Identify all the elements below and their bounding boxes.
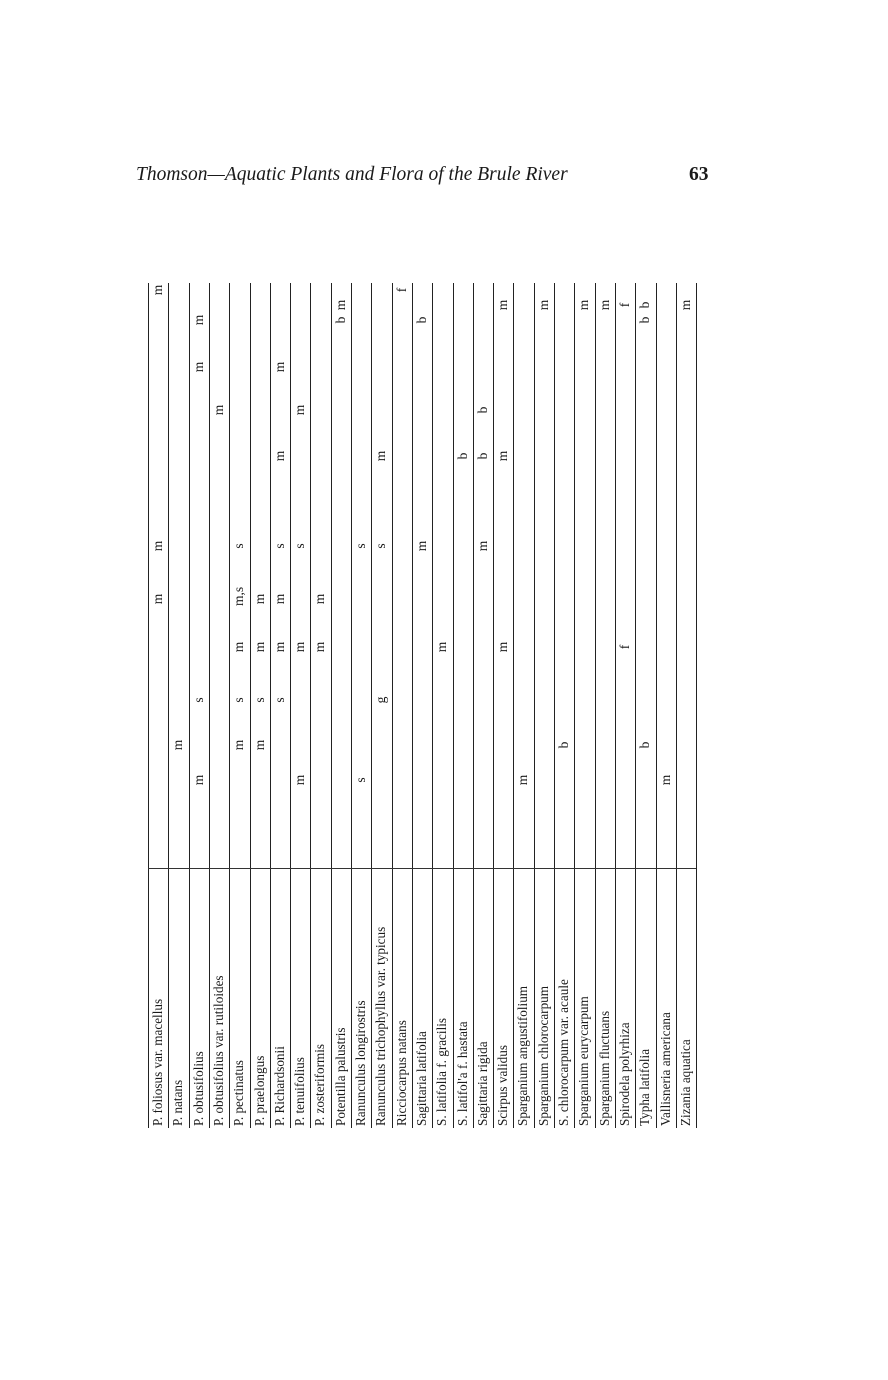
row-rule bbox=[392, 283, 393, 1128]
cell-mark: m bbox=[413, 540, 429, 552]
cell-mark: m bbox=[271, 593, 287, 605]
cell-mark: m bbox=[312, 593, 328, 605]
plant-name: P. obtusifolius bbox=[190, 1051, 206, 1126]
cell-mark: s bbox=[231, 697, 247, 703]
cell-mark: s bbox=[353, 777, 368, 783]
plant-name: Potentilla palustris bbox=[332, 1027, 348, 1126]
cell-mark: m bbox=[515, 774, 531, 786]
plant-name: Sparganium eurycarpum bbox=[576, 996, 592, 1126]
row-rule bbox=[635, 283, 636, 1128]
plant-name: Vallisneria americana bbox=[657, 1012, 673, 1126]
cell-mark: s bbox=[231, 543, 247, 549]
cell-mark: m bbox=[251, 593, 267, 605]
cell-mark: m bbox=[271, 450, 287, 462]
plant-name: P. pectinatus bbox=[231, 1060, 247, 1126]
name-column-rule bbox=[148, 868, 696, 869]
row-rule bbox=[595, 283, 596, 1128]
cell-mark: m bbox=[495, 450, 511, 462]
row-rule bbox=[432, 283, 433, 1128]
cell-mark: f bbox=[616, 302, 632, 308]
cell-mark: m bbox=[677, 299, 693, 311]
plant-name: P. foliosus var. macellus bbox=[150, 998, 165, 1126]
row-rule bbox=[554, 283, 555, 1128]
cell-mark: b bbox=[413, 316, 429, 324]
page-number: 63 bbox=[689, 164, 709, 185]
cell-mark: b bbox=[637, 316, 653, 324]
cell-mark: m bbox=[251, 739, 267, 751]
plant-name: Scirpus validus bbox=[495, 1045, 511, 1126]
cell-mark: m bbox=[150, 593, 165, 605]
row-rule bbox=[148, 283, 149, 1128]
cell-mark: m,s bbox=[231, 586, 247, 606]
plant-name: P. natans bbox=[170, 1079, 186, 1126]
running-header bbox=[136, 164, 716, 194]
cell-mark: s bbox=[271, 697, 287, 703]
cell-mark: s bbox=[271, 543, 287, 549]
cell-mark: m bbox=[231, 641, 247, 653]
cell-mark: m bbox=[535, 299, 551, 311]
cell-mark: m bbox=[150, 284, 165, 296]
row-rule bbox=[250, 283, 251, 1128]
cell-mark: m bbox=[495, 641, 511, 653]
cell-mark: f bbox=[393, 287, 409, 293]
row-rule bbox=[209, 283, 210, 1128]
cell-mark: m bbox=[190, 314, 206, 326]
cell-mark: m bbox=[231, 739, 247, 751]
cell-mark: m bbox=[271, 641, 287, 653]
row-rule bbox=[189, 283, 190, 1128]
row-rule bbox=[168, 283, 169, 1128]
cell-mark: m bbox=[150, 540, 165, 552]
plant-name: Ricciocarpus natans bbox=[393, 1020, 409, 1126]
cell-mark: b bbox=[637, 301, 653, 309]
cell-mark: s bbox=[353, 543, 368, 549]
running-title: Thomson—Aquatic Plants and Flora of the Brule River bbox=[136, 164, 568, 185]
cell-mark: b bbox=[556, 741, 571, 749]
cell-mark: b bbox=[474, 406, 490, 414]
cell-mark: m bbox=[251, 641, 267, 653]
cell-mark: m bbox=[292, 404, 308, 416]
row-rule bbox=[534, 283, 535, 1128]
row-rule bbox=[290, 283, 291, 1128]
plant-name: Sparganium fluctuans bbox=[596, 1010, 612, 1126]
cell-mark: m bbox=[312, 641, 328, 653]
cell-mark: b bbox=[637, 741, 653, 749]
row-rule bbox=[615, 283, 616, 1128]
plant-name: Sparganium chlorocarpum bbox=[535, 985, 551, 1126]
plant-name: S. chlorocarpum var. acaule bbox=[556, 979, 571, 1126]
plant-name: Typha latifolia bbox=[637, 1048, 653, 1126]
row-rule bbox=[493, 283, 494, 1128]
row-rule bbox=[351, 283, 352, 1128]
cell-mark: m bbox=[292, 774, 308, 786]
cell-mark: m bbox=[210, 404, 226, 416]
cell-mark: s bbox=[190, 697, 206, 703]
plant-name: Sparganium angustifolium bbox=[515, 985, 531, 1126]
row-rule bbox=[656, 283, 657, 1128]
cell-mark: m bbox=[190, 774, 206, 786]
row-rule bbox=[676, 283, 677, 1128]
cell-mark: m bbox=[190, 361, 206, 373]
plant-name: P. praelongus bbox=[251, 1055, 267, 1126]
cell-mark: f bbox=[616, 644, 632, 650]
cell-mark: m bbox=[576, 299, 592, 311]
row-rule bbox=[310, 283, 311, 1128]
plant-name: P. obtusifolius var. rutiloides bbox=[210, 975, 226, 1126]
plant-name: Sagittaria rigida bbox=[474, 1041, 490, 1126]
plant-name: Zizania aquatica bbox=[677, 1039, 693, 1126]
cell-mark: s bbox=[373, 543, 389, 549]
cell-mark: m bbox=[292, 641, 308, 653]
rotated-plant-table bbox=[148, 283, 698, 1128]
row-rule bbox=[270, 283, 271, 1128]
plant-name: Ranunculus trichophyllus var. typicus bbox=[373, 926, 389, 1126]
plant-name: Sagittaria latifolia bbox=[413, 1031, 429, 1126]
plant-name: P. tenuifolius bbox=[292, 1057, 308, 1126]
cell-mark: s bbox=[292, 543, 308, 549]
cell-mark: m bbox=[271, 361, 287, 373]
cell-mark: m bbox=[170, 739, 186, 751]
row-rule bbox=[453, 283, 454, 1128]
plant-name: Ranunculus longirostris bbox=[353, 1000, 368, 1126]
cell-mark: m bbox=[373, 450, 389, 462]
plant-name: P. zosteriformis bbox=[312, 1043, 328, 1126]
row-rule bbox=[473, 283, 474, 1128]
cell-mark: b bbox=[332, 316, 348, 324]
cell-mark: m bbox=[474, 540, 490, 552]
row-rule bbox=[412, 283, 413, 1128]
cell-mark: m bbox=[596, 299, 612, 311]
plant-name: P. Richardsonii bbox=[271, 1046, 287, 1126]
plant-name: Spirodela polyrhiza bbox=[616, 1022, 632, 1126]
plant-name: S. latifolia f. gracilis bbox=[434, 1017, 450, 1126]
cell-mark: m bbox=[434, 641, 450, 653]
row-rule bbox=[229, 283, 230, 1128]
cell-mark: m bbox=[332, 299, 348, 311]
cell-mark: b bbox=[454, 452, 470, 460]
cell-mark: s bbox=[251, 697, 267, 703]
cell-mark: m bbox=[495, 299, 511, 311]
cell-mark: b bbox=[474, 452, 490, 460]
cell-mark: m bbox=[657, 774, 673, 786]
cell-mark: g bbox=[373, 696, 389, 704]
plant-name: S. latifol'a f. hastata bbox=[454, 1021, 470, 1126]
row-rule bbox=[696, 283, 697, 1128]
row-rule bbox=[331, 283, 332, 1128]
